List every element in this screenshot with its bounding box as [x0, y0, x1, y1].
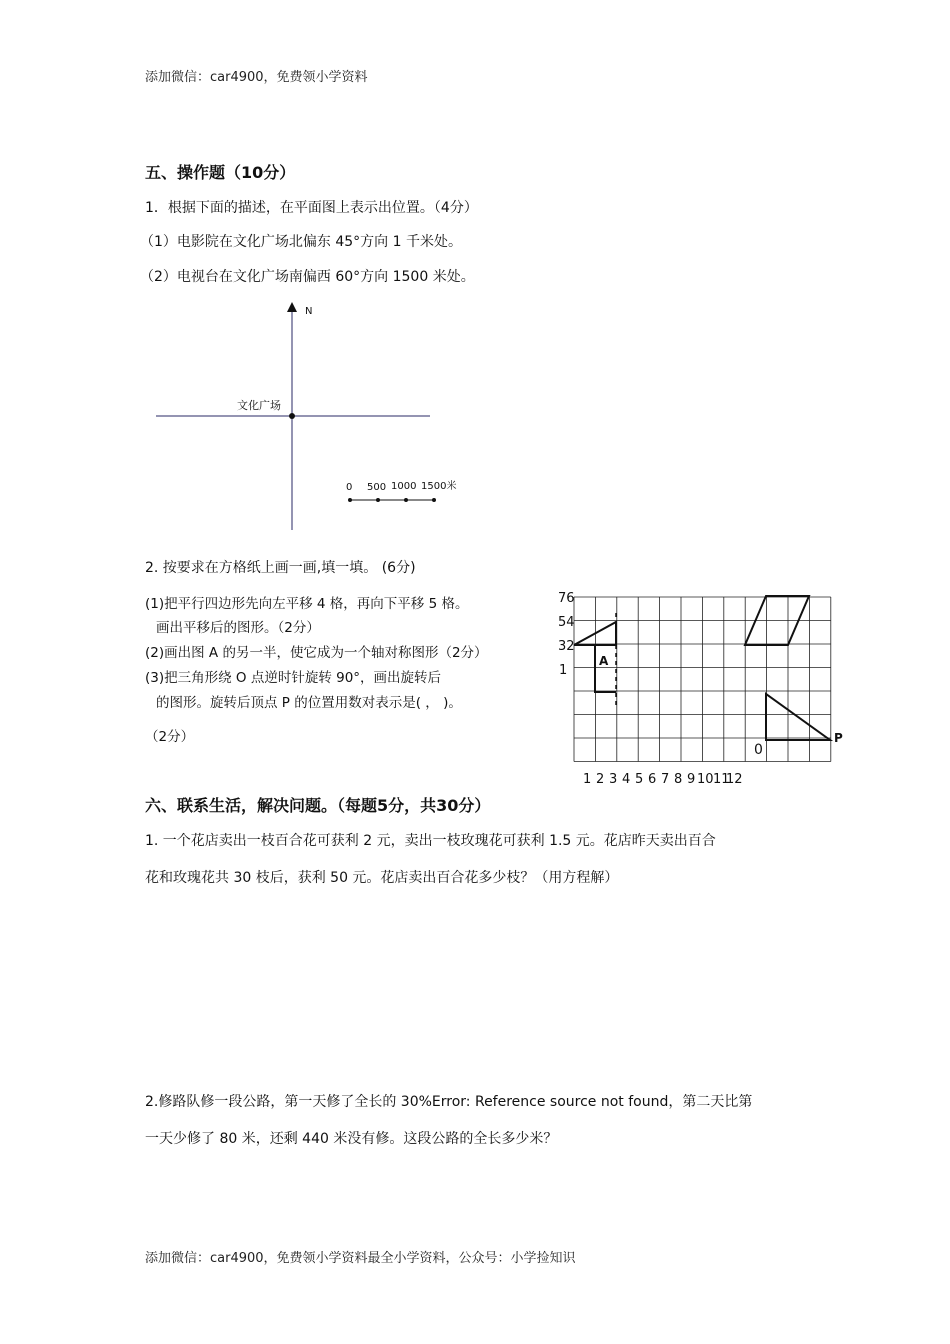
x-label: 8	[674, 772, 683, 787]
q1-item2: （2）电视台在文化广场南偏西 60°方向 1500 米处。	[140, 269, 475, 285]
x-label: 1	[583, 772, 592, 787]
x-axis-labels	[583, 772, 743, 787]
q2-line1: (1)把平行四边形先向左平移 4 格，再向下平移 5 格。	[145, 596, 469, 612]
x-label: 9	[687, 772, 696, 787]
scale-label-1500: 1500米	[421, 481, 457, 492]
scale-label-1000: 1000	[391, 481, 417, 492]
x-label: 10	[697, 772, 714, 787]
x-label: 2	[596, 772, 605, 787]
s6-q1-line1: 1. 一个花店卖出一枝百合花可获利 2 元，卖出一枝玫瑰花可获利 1.5 元。花店昨天卖出百合	[145, 833, 716, 849]
s6-q2-line2: 一天少修了 80 米，还剩 440 米没有修。这段公路的全长多少米？	[145, 1131, 558, 1147]
scale-label-500: 500	[367, 482, 387, 493]
q2-line3: (2)画出图 A 的另一半，使它成为一个轴对称图形（2分）	[145, 645, 488, 661]
x-label: 12	[726, 772, 743, 787]
q2-line6: （2分）	[145, 729, 195, 745]
x-label: 11	[713, 772, 730, 787]
scale-tick-1500	[432, 498, 436, 502]
north-arrow-icon	[287, 302, 297, 312]
scale-tick-500	[376, 498, 380, 502]
y-label-1: 1	[559, 663, 568, 678]
q2-line4: (3)把三角形绕 O 点逆时针旋转 90°，画出旋转后	[145, 670, 442, 686]
compass-diagram	[150, 298, 470, 533]
label-p: P	[834, 731, 843, 745]
page-header: 添加微信：car4900，免费领小学资料	[145, 70, 368, 85]
q1-text: 1．根据下面的描述，在平面图上表示出位置。（4分）	[145, 200, 478, 216]
center-dot	[289, 413, 295, 419]
figure-a-stem	[595, 645, 616, 692]
section6-title: 六、联系生活，解决问题。（每题5分，共30分）	[145, 796, 491, 815]
s6-q2-line1: 2.修路队修一段公路，第一天修了全长的 30%Error: Reference source not found，第二天比第	[145, 1094, 753, 1110]
x-label: 6	[648, 772, 657, 787]
center-label: 文化广场	[237, 399, 281, 412]
y-label-76: 76	[558, 591, 575, 606]
q2-line2: 画出平移后的图形。（2分）	[156, 620, 320, 636]
grid-figure	[555, 585, 855, 790]
north-label: N	[305, 306, 313, 317]
q2-line5: 的图形。旋转后顶点 P 的位置用数对表示是( ， )。	[156, 695, 462, 711]
label-a: A	[599, 654, 609, 668]
x-label: 5	[635, 772, 644, 787]
page-footer: 添加微信：car4900，免费领小学资料最全小学资料，公众号：小学捡知识	[145, 1251, 576, 1266]
scale-tick-1000	[404, 498, 408, 502]
scale-label-0: 0	[346, 482, 353, 493]
q1-item1: （1）电影院在文化广场北偏东 45°方向 1 千米处。	[140, 234, 462, 250]
scale-tick-0	[348, 498, 352, 502]
x-label: 7	[661, 772, 670, 787]
s6-q1-line2: 花和玫瑰花共 30 枝后，获利 50 元。花店卖出百合花多少枝？（用方程解）	[145, 870, 619, 886]
grid-lines	[574, 597, 831, 762]
y-label-54: 54	[558, 615, 575, 630]
rotation-triangle	[766, 694, 830, 740]
y-label-32: 32	[558, 639, 575, 654]
label-o: 0	[754, 742, 763, 758]
x-label: 4	[622, 772, 631, 787]
q2-text: 2. 按要求在方格纸上画一画,填一填。 (6分)	[145, 560, 416, 576]
section5-title: 五、操作题（10分）	[145, 163, 296, 182]
x-label: 3	[609, 772, 618, 787]
